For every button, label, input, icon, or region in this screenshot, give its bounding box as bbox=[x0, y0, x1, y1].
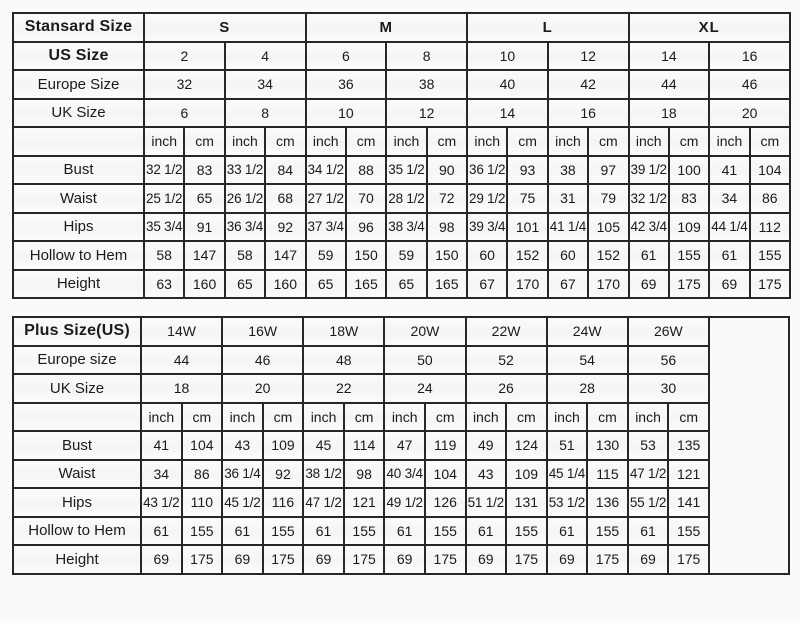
hips-cell: 39 3/4 bbox=[467, 213, 507, 242]
uk-size-cell: 28 bbox=[547, 374, 628, 403]
hollow-to-hem-cell: 61 bbox=[384, 517, 425, 546]
height-cell: 69 bbox=[547, 545, 588, 574]
hips-cell: 53 1/2 bbox=[547, 488, 588, 517]
units-cell: cm bbox=[588, 127, 628, 156]
bust-cell: 47 bbox=[384, 431, 425, 460]
hollow-to-hem-cell: 60 bbox=[548, 241, 588, 270]
bust-cell: 130 bbox=[587, 431, 628, 460]
bust-cell: 43 bbox=[222, 431, 263, 460]
hips-cell: 37 3/4 bbox=[306, 213, 346, 242]
units-cell: cm bbox=[182, 403, 223, 432]
row-label-uk-size: UK Size bbox=[13, 374, 141, 403]
size-group-cell: M bbox=[306, 13, 468, 42]
plus-size-table bbox=[12, 316, 790, 575]
us-size-cell: 12 bbox=[548, 42, 629, 71]
bust-cell: 114 bbox=[344, 431, 385, 460]
uk-size-cell: 24 bbox=[384, 374, 465, 403]
units-cell: inch bbox=[144, 127, 184, 156]
hips-cell: 96 bbox=[346, 213, 386, 242]
waist-cell: 47 1/2 bbox=[628, 460, 669, 489]
height-cell: 165 bbox=[346, 270, 386, 299]
bust-cell: 36 1/2 bbox=[467, 156, 507, 185]
europe-size-cell: 50 bbox=[384, 346, 465, 375]
europe-size-cell: 56 bbox=[628, 346, 709, 375]
table-row-height bbox=[13, 545, 789, 574]
uk-size-cell: 30 bbox=[628, 374, 709, 403]
waist-cell: 109 bbox=[506, 460, 547, 489]
bust-cell: 49 bbox=[466, 431, 507, 460]
europe-size-cell: 46 bbox=[709, 70, 790, 99]
table-row-size-group bbox=[13, 317, 789, 346]
table-row-hollow-to-hem bbox=[13, 517, 789, 546]
units-cell: inch bbox=[306, 127, 346, 156]
hollow-to-hem-cell: 155 bbox=[182, 517, 223, 546]
size-group-cell: 26W bbox=[628, 317, 709, 346]
waist-cell: 36 1/4 bbox=[222, 460, 263, 489]
height-cell: 175 bbox=[587, 545, 628, 574]
units-cell: cm bbox=[184, 127, 224, 156]
us-size-cell: 6 bbox=[306, 42, 387, 71]
hips-cell: 35 3/4 bbox=[144, 213, 184, 242]
table-row-bust bbox=[13, 156, 790, 185]
hips-cell: 51 1/2 bbox=[466, 488, 507, 517]
hollow-to-hem-cell: 152 bbox=[588, 241, 628, 270]
hollow-to-hem-cell: 59 bbox=[386, 241, 426, 270]
bust-cell: 84 bbox=[265, 156, 305, 185]
hips-cell: 92 bbox=[265, 213, 305, 242]
height-cell: 160 bbox=[265, 270, 305, 299]
hollow-to-hem-cell: 61 bbox=[547, 517, 588, 546]
waist-cell: 34 bbox=[709, 184, 749, 213]
uk-size-cell: 12 bbox=[386, 99, 467, 128]
row-label-europe-size: Europe Size bbox=[13, 70, 144, 99]
units-cell: inch bbox=[548, 127, 588, 156]
bust-cell: 53 bbox=[628, 431, 669, 460]
units-cell: inch bbox=[628, 403, 669, 432]
bust-cell: 93 bbox=[507, 156, 547, 185]
bust-cell: 90 bbox=[427, 156, 467, 185]
hips-cell: 110 bbox=[182, 488, 223, 517]
uk-size-cell: 18 bbox=[629, 99, 710, 128]
size-group-cell: XL bbox=[629, 13, 791, 42]
bust-cell: 109 bbox=[263, 431, 304, 460]
hollow-to-hem-cell: 61 bbox=[222, 517, 263, 546]
hollow-to-hem-cell: 61 bbox=[628, 517, 669, 546]
europe-size-cell: 46 bbox=[222, 346, 303, 375]
table-row-europe-size bbox=[13, 70, 790, 99]
row-label-height: Height bbox=[13, 545, 141, 574]
units-cell: inch bbox=[222, 403, 263, 432]
table-row-waist bbox=[13, 184, 790, 213]
height-cell: 69 bbox=[141, 545, 182, 574]
hips-cell: 141 bbox=[668, 488, 709, 517]
uk-size-cell: 6 bbox=[144, 99, 225, 128]
us-size-cell: 8 bbox=[386, 42, 467, 71]
waist-cell: 86 bbox=[182, 460, 223, 489]
units-cell: cm bbox=[506, 403, 547, 432]
europe-size-cell: 36 bbox=[306, 70, 387, 99]
hollow-to-hem-cell: 155 bbox=[669, 241, 709, 270]
table-row-size-group bbox=[13, 13, 790, 42]
bust-cell: 88 bbox=[346, 156, 386, 185]
waist-cell: 68 bbox=[265, 184, 305, 213]
bust-cell: 41 bbox=[141, 431, 182, 460]
uk-size-cell: 14 bbox=[467, 99, 548, 128]
table-row-europe-size bbox=[13, 346, 789, 375]
units-cell: cm bbox=[669, 127, 709, 156]
hollow-to-hem-cell: 58 bbox=[144, 241, 184, 270]
hips-cell: 101 bbox=[507, 213, 547, 242]
height-cell: 175 bbox=[668, 545, 709, 574]
hollow-to-hem-cell: 61 bbox=[709, 241, 749, 270]
bust-cell: 33 1/2 bbox=[225, 156, 265, 185]
units-cell: cm bbox=[427, 127, 467, 156]
table-row-hips bbox=[13, 213, 790, 242]
units-cell: cm bbox=[425, 403, 466, 432]
row-label-europe-size: Europe size bbox=[13, 346, 141, 375]
us-size-cell: 16 bbox=[709, 42, 790, 71]
bust-cell: 124 bbox=[506, 431, 547, 460]
hips-cell: 55 1/2 bbox=[628, 488, 669, 517]
height-cell: 175 bbox=[425, 545, 466, 574]
height-cell: 65 bbox=[225, 270, 265, 299]
height-cell: 65 bbox=[386, 270, 426, 299]
height-cell: 165 bbox=[427, 270, 467, 299]
uk-size-cell: 8 bbox=[225, 99, 306, 128]
europe-size-cell: 32 bbox=[144, 70, 225, 99]
size-group-cell: 24W bbox=[547, 317, 628, 346]
hips-cell: 45 1/2 bbox=[222, 488, 263, 517]
hollow-to-hem-cell: 60 bbox=[467, 241, 507, 270]
size-group-cell: S bbox=[144, 13, 306, 42]
standard-size-table bbox=[12, 12, 791, 299]
hollow-to-hem-cell: 155 bbox=[506, 517, 547, 546]
units-cell: cm bbox=[344, 403, 385, 432]
bust-cell: 38 bbox=[548, 156, 588, 185]
europe-size-cell: 38 bbox=[386, 70, 467, 99]
bust-cell: 51 bbox=[547, 431, 588, 460]
height-cell: 69 bbox=[709, 270, 749, 299]
height-cell: 175 bbox=[506, 545, 547, 574]
waist-cell: 26 1/2 bbox=[225, 184, 265, 213]
hips-cell: 98 bbox=[427, 213, 467, 242]
row-label-bust: Bust bbox=[13, 431, 141, 460]
us-size-cell: 4 bbox=[225, 42, 306, 71]
hollow-to-hem-cell: 147 bbox=[184, 241, 224, 270]
units-cell: inch bbox=[466, 403, 507, 432]
size-group-cell: L bbox=[467, 13, 629, 42]
waist-cell: 28 1/2 bbox=[386, 184, 426, 213]
us-size-cell: 10 bbox=[467, 42, 548, 71]
bust-cell: 32 1/2 bbox=[144, 156, 184, 185]
waist-cell: 86 bbox=[750, 184, 790, 213]
waist-cell: 92 bbox=[263, 460, 304, 489]
bust-cell: 34 1/2 bbox=[306, 156, 346, 185]
height-cell: 69 bbox=[466, 545, 507, 574]
hips-cell: 36 3/4 bbox=[225, 213, 265, 242]
waist-cell: 98 bbox=[344, 460, 385, 489]
empty-cell bbox=[709, 317, 789, 574]
size-group-cell: 14W bbox=[141, 317, 222, 346]
waist-cell: 75 bbox=[507, 184, 547, 213]
row-label-size-group: Plus Size(US) bbox=[13, 317, 141, 346]
hips-cell: 131 bbox=[506, 488, 547, 517]
height-cell: 175 bbox=[669, 270, 709, 299]
hips-cell: 121 bbox=[344, 488, 385, 517]
size-group-cell: 20W bbox=[384, 317, 465, 346]
units-cell: cm bbox=[668, 403, 709, 432]
hollow-to-hem-cell: 147 bbox=[265, 241, 305, 270]
hips-cell: 44 1/4 bbox=[709, 213, 749, 242]
table-row-hollow-to-hem bbox=[13, 241, 790, 270]
row-label-hollow-to-hem: Hollow to Hem bbox=[13, 241, 144, 270]
row-label-units bbox=[13, 127, 144, 156]
waist-cell: 45 1/4 bbox=[547, 460, 588, 489]
hips-cell: 109 bbox=[669, 213, 709, 242]
hollow-to-hem-cell: 150 bbox=[346, 241, 386, 270]
units-cell: inch bbox=[384, 403, 425, 432]
europe-size-cell: 54 bbox=[547, 346, 628, 375]
row-label-height: Height bbox=[13, 270, 144, 299]
uk-size-cell: 10 bbox=[306, 99, 387, 128]
europe-size-cell: 44 bbox=[629, 70, 710, 99]
hollow-to-hem-cell: 155 bbox=[425, 517, 466, 546]
units-cell: inch bbox=[225, 127, 265, 156]
units-cell: inch bbox=[709, 127, 749, 156]
bust-cell: 41 bbox=[709, 156, 749, 185]
row-label-bust: Bust bbox=[13, 156, 144, 185]
height-cell: 175 bbox=[344, 545, 385, 574]
row-label-waist: Waist bbox=[13, 184, 144, 213]
europe-size-cell: 48 bbox=[303, 346, 384, 375]
europe-size-cell: 34 bbox=[225, 70, 306, 99]
waist-cell: 38 1/2 bbox=[303, 460, 344, 489]
hollow-to-hem-cell: 61 bbox=[629, 241, 669, 270]
table-row-units bbox=[13, 127, 790, 156]
bust-cell: 97 bbox=[588, 156, 628, 185]
hips-cell: 112 bbox=[750, 213, 790, 242]
hips-cell: 38 3/4 bbox=[386, 213, 426, 242]
bust-cell: 83 bbox=[184, 156, 224, 185]
height-cell: 175 bbox=[182, 545, 223, 574]
waist-cell: 29 1/2 bbox=[467, 184, 507, 213]
units-cell: inch bbox=[141, 403, 182, 432]
waist-cell: 34 bbox=[141, 460, 182, 489]
size-group-cell: 18W bbox=[303, 317, 384, 346]
hollow-to-hem-cell: 155 bbox=[587, 517, 628, 546]
height-cell: 69 bbox=[222, 545, 263, 574]
waist-cell: 121 bbox=[668, 460, 709, 489]
waist-cell: 32 1/2 bbox=[629, 184, 669, 213]
hollow-to-hem-cell: 152 bbox=[507, 241, 547, 270]
waist-cell: 43 bbox=[466, 460, 507, 489]
uk-size-cell: 16 bbox=[548, 99, 629, 128]
height-cell: 160 bbox=[184, 270, 224, 299]
height-cell: 69 bbox=[628, 545, 669, 574]
height-cell: 170 bbox=[588, 270, 628, 299]
height-cell: 175 bbox=[750, 270, 790, 299]
europe-size-cell: 40 bbox=[467, 70, 548, 99]
hollow-to-hem-cell: 150 bbox=[427, 241, 467, 270]
row-label-hips: Hips bbox=[13, 488, 141, 517]
europe-size-cell: 44 bbox=[141, 346, 222, 375]
height-cell: 65 bbox=[306, 270, 346, 299]
table-row-us-size bbox=[13, 42, 790, 71]
hollow-to-hem-cell: 155 bbox=[344, 517, 385, 546]
units-cell: inch bbox=[467, 127, 507, 156]
height-cell: 170 bbox=[507, 270, 547, 299]
height-cell: 67 bbox=[467, 270, 507, 299]
row-label-uk-size: UK Size bbox=[13, 99, 144, 128]
hips-cell: 105 bbox=[588, 213, 628, 242]
waist-cell: 70 bbox=[346, 184, 386, 213]
bust-cell: 45 bbox=[303, 431, 344, 460]
hips-cell: 116 bbox=[263, 488, 304, 517]
waist-cell: 65 bbox=[184, 184, 224, 213]
waist-cell: 25 1/2 bbox=[144, 184, 184, 213]
units-cell: cm bbox=[750, 127, 790, 156]
waist-cell: 104 bbox=[425, 460, 466, 489]
bust-cell: 35 1/2 bbox=[386, 156, 426, 185]
units-cell: cm bbox=[346, 127, 386, 156]
table-row-waist bbox=[13, 460, 789, 489]
hips-cell: 41 1/4 bbox=[548, 213, 588, 242]
bust-cell: 104 bbox=[750, 156, 790, 185]
waist-cell: 72 bbox=[427, 184, 467, 213]
bust-cell: 39 1/2 bbox=[629, 156, 669, 185]
hips-cell: 91 bbox=[184, 213, 224, 242]
size-group-cell: 16W bbox=[222, 317, 303, 346]
hips-cell: 47 1/2 bbox=[303, 488, 344, 517]
table-row-uk-size bbox=[13, 99, 790, 128]
europe-size-cell: 52 bbox=[466, 346, 547, 375]
waist-cell: 79 bbox=[588, 184, 628, 213]
height-cell: 175 bbox=[263, 545, 304, 574]
hips-cell: 49 1/2 bbox=[384, 488, 425, 517]
uk-size-cell: 20 bbox=[222, 374, 303, 403]
waist-cell: 31 bbox=[548, 184, 588, 213]
row-label-hollow-to-hem: Hollow to Hem bbox=[13, 517, 141, 546]
table-row-bust bbox=[13, 431, 789, 460]
units-cell: inch bbox=[629, 127, 669, 156]
hollow-to-hem-cell: 58 bbox=[225, 241, 265, 270]
bust-cell: 100 bbox=[669, 156, 709, 185]
hollow-to-hem-cell: 61 bbox=[466, 517, 507, 546]
units-cell: cm bbox=[587, 403, 628, 432]
units-cell: cm bbox=[507, 127, 547, 156]
waist-cell: 83 bbox=[669, 184, 709, 213]
table-row-uk-size bbox=[13, 374, 789, 403]
units-cell: inch bbox=[386, 127, 426, 156]
height-cell: 69 bbox=[629, 270, 669, 299]
uk-size-cell: 26 bbox=[466, 374, 547, 403]
bust-cell: 135 bbox=[668, 431, 709, 460]
hips-cell: 42 3/4 bbox=[629, 213, 669, 242]
uk-size-cell: 20 bbox=[709, 99, 790, 128]
hollow-to-hem-cell: 155 bbox=[263, 517, 304, 546]
height-cell: 63 bbox=[144, 270, 184, 299]
hollow-to-hem-cell: 155 bbox=[750, 241, 790, 270]
height-cell: 67 bbox=[548, 270, 588, 299]
us-size-cell: 2 bbox=[144, 42, 225, 71]
table-row-units bbox=[13, 403, 789, 432]
hips-cell: 136 bbox=[587, 488, 628, 517]
size-group-cell: 22W bbox=[466, 317, 547, 346]
units-cell: inch bbox=[303, 403, 344, 432]
units-cell: inch bbox=[547, 403, 588, 432]
waist-cell: 115 bbox=[587, 460, 628, 489]
row-label-waist: Waist bbox=[13, 460, 141, 489]
uk-size-cell: 18 bbox=[141, 374, 222, 403]
waist-cell: 40 3/4 bbox=[384, 460, 425, 489]
hips-cell: 43 1/2 bbox=[141, 488, 182, 517]
height-cell: 69 bbox=[303, 545, 344, 574]
hollow-to-hem-cell: 155 bbox=[668, 517, 709, 546]
units-cell: cm bbox=[263, 403, 304, 432]
waist-cell: 27 1/2 bbox=[306, 184, 346, 213]
us-size-cell: 14 bbox=[629, 42, 710, 71]
hollow-to-hem-cell: 59 bbox=[306, 241, 346, 270]
bust-cell: 119 bbox=[425, 431, 466, 460]
row-label-units bbox=[13, 403, 141, 432]
bust-cell: 104 bbox=[182, 431, 223, 460]
units-cell: cm bbox=[265, 127, 305, 156]
row-label-hips: Hips bbox=[13, 213, 144, 242]
row-label-us-size: US Size bbox=[13, 42, 144, 71]
height-cell: 69 bbox=[384, 545, 425, 574]
uk-size-cell: 22 bbox=[303, 374, 384, 403]
table-row-height bbox=[13, 270, 790, 299]
row-label-size-group: Stansard Size bbox=[13, 13, 144, 42]
hips-cell: 126 bbox=[425, 488, 466, 517]
hollow-to-hem-cell: 61 bbox=[303, 517, 344, 546]
hollow-to-hem-cell: 61 bbox=[141, 517, 182, 546]
europe-size-cell: 42 bbox=[548, 70, 629, 99]
table-row-hips bbox=[13, 488, 789, 517]
